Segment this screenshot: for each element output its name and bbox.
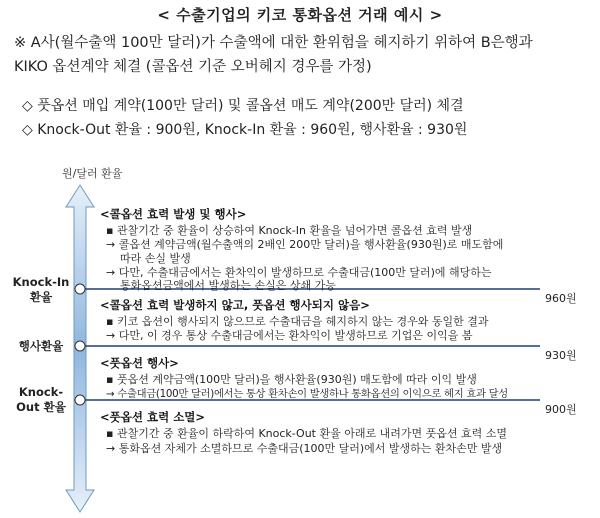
section-3-line-1: ▪ 풋옵션 계약금액(100만 달러)을 행사환율(930원) 매도함에 따라 이익 발생 [106, 373, 477, 386]
knock-in-label: Knock-In 환율 [12, 275, 70, 304]
section-4-line-2: → 통화옵션 자체가 소멸하므로 수출대금(100만 달러)에서 발생하는 환차손만 발생 [106, 442, 503, 455]
section-4-line-1: ▪ 관찰기간 중 환율이 하락하여 Knock-Out 환율 아래로 내려가면 풋옵션 효력 소멸 [106, 427, 507, 440]
section-1-line-3: 따라 손실 발생 [120, 252, 191, 265]
section-1-title: <콜옵션 효력 발생 및 행사> [100, 207, 247, 221]
section-2-title: <콜옵션 효력 발생하지 않고, 풋옵션 행사되지 않음> [100, 298, 370, 312]
knock-in-marker [75, 284, 85, 294]
knock-out-rate: 900원 [545, 403, 577, 416]
condition-2: ◇ Knock-Out 환율 : 900원, Knock-In 환율 : 960원, 행사환율 : 930원 [22, 122, 468, 138]
section-2-line-2: → 다만, 이 경우 통상 수출대금에서는 환차익이 발생하므로 기업은 이익을 봄 [106, 329, 473, 342]
axis-caption: 원/달러 환율 [62, 167, 123, 180]
section-1-line-1: ▪ 관찰기간 중 환율이 상승하여 Knock-In 환율을 넘어가면 콜옵션 효력 발생 [106, 224, 473, 237]
section-2-line-1: ▪ 키코 옵션이 행사되지 않으므로 수출대금을 헤지하지 않는 경우와 동일한 결과 [106, 315, 489, 328]
strike-marker [75, 341, 85, 351]
section-1-line-5: 통화옵션금액에서 발생하는 손실은 상쇄 가능 [120, 279, 336, 292]
intro-line-1: ※ A사(월수출액 100만 달러)가 수출액에 대한 환위험을 헤지하기 위하여 B은행과 [14, 35, 533, 51]
knock-out-marker [75, 395, 85, 405]
page-title: < 수출기업의 키코 통화옵션 거래 예시 > [157, 6, 443, 24]
section-3-title: <풋옵션 행사> [100, 356, 179, 370]
section-1-line-4: → 다만, 수출대금에서는 환차익이 발생하므로 수출대금(100만 달러)에 해당하는 [106, 266, 492, 279]
condition-1: ◇ 풋옵션 매입 계약(100만 달러) 및 콜옵션 매도 계약(200만 달러) 체결 [22, 98, 464, 114]
intro-line-2: KIKO 옵션계약 체결 (콜옵션 기준 오버헤지 경우를 가정) [14, 59, 372, 75]
section-1-line-2: → 콜옵션 계약금액(월수출액의 2배인 200만 달러)을 행사환율(930원)로 매도함에 [106, 238, 504, 251]
knock-in-rate: 960원 [545, 292, 577, 305]
strike-label: 행사환율 [18, 339, 64, 353]
section-3-line-2: → 수출대금(100만 달러)에서는 통상 환차손이 발생하나 통화옵션의 이익으로 헤지 효과 달성 [106, 388, 508, 400]
strike-rate: 930원 [545, 349, 577, 362]
section-4-title: <풋옵션 효력 소멸> [100, 410, 206, 424]
knock-out-label: Knock-Out 환율 [16, 385, 66, 414]
